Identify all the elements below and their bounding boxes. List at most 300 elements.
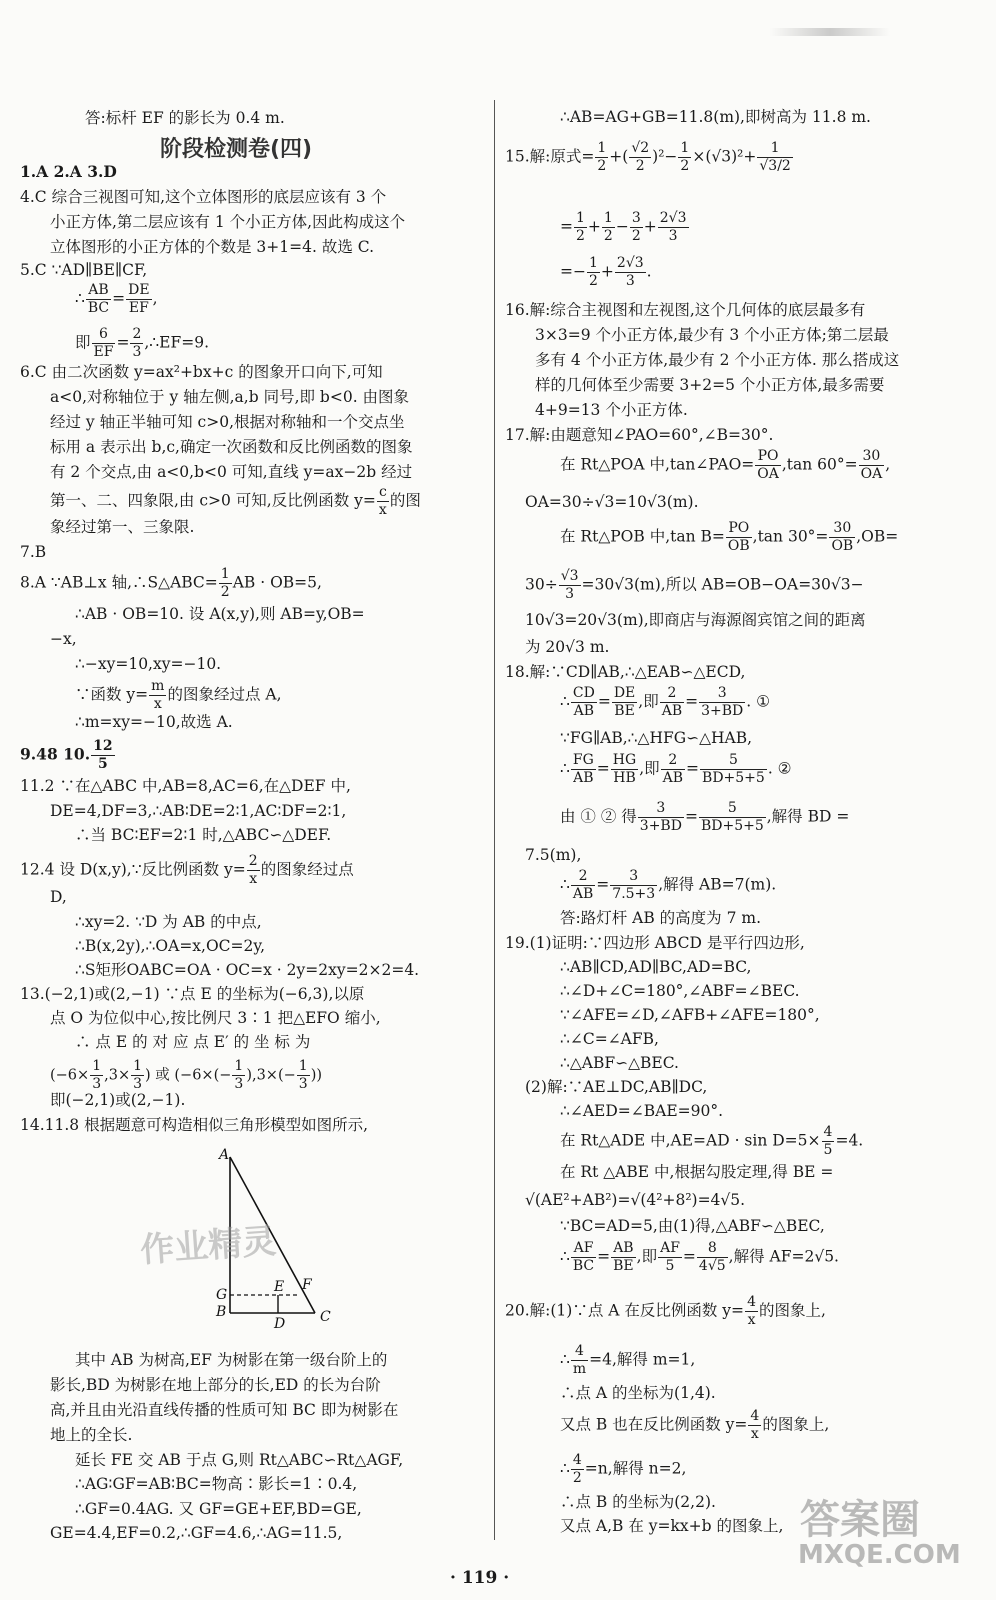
numerator: 4 [571,1343,588,1361]
q13-line2: 点 O 为位似中心,按比例尺 3∶1 把△EFO 缩小, [50,1009,381,1027]
q6-line5: 有 2 个交点,由 a<0,b<0 可知,直线 y=ax−2b 经过 [50,463,413,481]
q19-line6: ∴△ABF∽△BEC. [560,1054,679,1072]
text: 9.48 10. [20,744,91,764]
q20-line4 [560,1408,829,1443]
denominator: 4√5 [698,1258,726,1274]
text: = [682,1247,696,1266]
q16-line2: 3×3=9 个小正方体,最少有 3 个小正方体;第二层最 [535,326,889,344]
text: + [600,262,614,281]
q8-line4: ∴−xy=10,xy=−10. [75,655,222,673]
q5-result [75,326,209,361]
denominator: BD+5+5 [700,818,764,834]
fraction [92,326,116,361]
numerator: DE [128,282,150,298]
fraction [611,1240,636,1275]
point-label: F [302,1277,312,1293]
point-label: C [320,1309,331,1325]
q8-line2: ∴AB · OB=10. 设 A(x,y),则 AB=y,OB= [75,605,365,623]
text: 第一、二、四象限,由 c>0 可知,反比例函数 y= [50,491,376,510]
fraction [91,738,114,773]
fraction [559,568,581,603]
numerator: √3 [560,568,579,584]
q18-answer: 答:路灯杆 AB 的高度为 7 m. [560,909,762,927]
q18-line4 [560,752,792,787]
fraction [755,448,781,483]
fraction [699,685,745,720]
point-label: E [274,1279,285,1295]
fraction [629,140,651,175]
denominator: 3+BD [701,703,744,719]
denominator: 3 [625,273,635,289]
q15-line3 [560,255,652,290]
text: 20.解:(1)∵点 A 在反比例函数 y= [505,1301,745,1320]
q19-line9 [560,1124,863,1159]
q19-line5: ∴∠C=∠AFB, [560,1030,659,1048]
q8-line5 [75,678,282,713]
denominator: BC [87,300,110,316]
fraction [219,566,232,601]
fraction [829,520,855,555]
q6-line7: 象经过第一、三象限. [50,518,195,536]
denominator: EF [128,300,149,316]
fraction [595,140,608,175]
text: ,OB= [856,527,899,546]
q11-line1: 11.2 ∵在△ABC 中,AB=8,AC=6,在△DEF 中, [20,777,351,795]
text: ,tan 30°= [752,527,829,546]
q5-ratio [75,282,158,317]
q14-line9: GE=4.4,EF=0.2,∴GF=4.6,∴AG=11.5, [50,1524,343,1542]
denominator: 2 [680,158,690,174]
numerator: 2 [660,685,684,703]
point-label: D [274,1316,286,1330]
watermark-center: 作业精灵 [139,1221,278,1271]
text: ∴ [75,289,85,308]
text: =− [560,262,586,281]
text: = [112,289,126,308]
fraction [612,685,637,720]
q8-line6: ∴m=xy=−10,故选 A. [75,713,233,731]
text: ∴ [560,692,570,711]
denominator: 3 [668,228,678,244]
fraction [726,520,752,555]
numerator: 4 [572,1452,582,1468]
denominator: OA [757,466,779,482]
fraction [748,1408,761,1443]
text: )) [310,1067,323,1084]
denominator: BC [572,1258,595,1274]
q20-line3: ∴点 A 的坐标为(1,4). [560,1384,716,1402]
fraction [602,210,615,245]
numerator: 2 [571,868,595,886]
numerator: 3 [699,685,745,703]
text: ,tan 60°= [781,455,858,474]
q19-line11: √(AE²+AB²)=√(4²+8²)=4√5. [525,1191,746,1209]
text: ∴ [560,759,570,778]
denominator: 2 [220,584,230,600]
denominator: 3+BD [639,818,682,834]
fraction [615,255,646,290]
fraction [131,1058,144,1093]
q14-line5: 地上的全长. [50,1426,133,1444]
text: ,解得 AB=7(m). [658,875,777,894]
q14-line8: ∴GF=0.4AG. 又 GF=GE+EF,BD=GE, [75,1500,362,1518]
text: = [596,759,610,778]
text: =4,解得 m=1, [589,1350,696,1369]
numerator: 8 [697,1240,728,1258]
fraction [610,868,657,903]
denominator: 3 [92,1076,102,1092]
q12-line2: D, [50,888,67,906]
q7: 7.B [20,543,47,561]
fraction [822,1124,835,1159]
numerator: 3 [631,210,641,226]
denominator: 3 [298,1076,308,1092]
numerator: 6 [92,326,116,344]
text: . ② [767,759,792,778]
q5-line1: 5.C ∵AD∥BE∥CF, [20,261,148,279]
denominator: m [572,1361,587,1377]
text: =30√3(m),所以 AB=OB−OA=30√3− [581,575,864,594]
q4-line1: 4.C 综合三视图可知,这个立体图形的底层应该有 3 个 [20,188,387,206]
q16-line1: 16.解:综合主视图和左视图,这个几何体的底层最多有 [505,301,866,319]
q8-line3: −x, [50,630,77,648]
q13-line3: ∴ 点 E 的 对 应 点 E′ 的 坐 标 为 [75,1033,311,1051]
denominator: x [153,696,162,712]
q13-line1: 13.(−2,1)或(2,−1) ∵点 E 的坐标为(−6,3),以原 [20,985,365,1003]
numerator: AB [86,282,111,300]
q18-line6: 7.5(m), [525,846,582,864]
text: = [560,217,573,236]
q12-line5: ∴S矩形OABC=OA · OC=x · 2y=2xy=2×2=4. [75,961,420,979]
q14-line2: 其中 AB 为树高,EF 为树影在第一级台阶上的 [75,1351,388,1369]
text: + [643,217,657,236]
numerator: 1 [597,140,607,156]
numerator: 2 [248,853,258,869]
text: + [587,217,601,236]
numerator: 30 [829,520,855,538]
fraction [571,752,596,787]
q14-line6: 延长 FE 交 AB 于点 G,则 Rt△ABC∽Rt△AGF, [75,1451,404,1469]
denominator: HB [613,770,636,786]
numerator: 2√3 [616,255,644,271]
denominator: x [378,502,387,518]
fraction [247,853,260,888]
q11-line3: ∴当 BC∶EF=2∶1 时,△ABC∽△DEF. [75,826,332,844]
fraction [859,448,885,483]
page-number: · 119 · [450,1568,510,1588]
q12-line1 [20,853,354,888]
denominator: √3/2 [759,158,791,174]
denominator: 2 [603,228,613,244]
text: ,即 [638,692,659,711]
fraction [757,140,792,175]
text: ∴ [560,1350,570,1369]
fraction [232,1058,245,1093]
fraction [574,210,587,245]
fraction [678,140,691,175]
numerator: 3 [638,800,684,818]
text: 15.解:原式= [505,147,595,166]
numerator: PO [755,448,781,466]
text: = [116,333,130,352]
denominator: EF [93,344,114,360]
denominator: 2 [631,228,641,244]
q19-line10: 在 Rt △ABE 中,根据勾股定理,得 BE = [560,1163,834,1181]
point-label: A [219,1147,230,1163]
q13-line4 [50,1058,322,1093]
denominator: 2 [576,228,585,244]
denominator: 3 [133,1076,143,1092]
q16-line4: 样的几何体至少需要 3+2=5 个小正方体,最多需要 [535,376,885,394]
fraction [699,800,766,835]
q16-line3: 多有 4 个小正方体,最少有 2 个小正方体. 那么搭成这 [535,351,900,369]
text: (−6× [50,1067,90,1084]
text: ∵函数 y= [75,685,149,704]
numerator: 3 [610,868,657,886]
text: AB · OB=5, [232,573,322,592]
q14-line4: 高,并且由光沿直线传播的性质可知 BC 即为树影在 [50,1401,399,1419]
numerator: 2√3 [659,210,687,226]
numerator: CD [572,685,595,701]
numerator: 1 [576,210,585,226]
text: = [685,692,699,711]
fraction [571,685,597,720]
numerator: PO [726,520,752,538]
denominator: 3 [234,1076,244,1092]
q19-line8: ∴∠AED=∠BAE=90°. [560,1102,724,1120]
denominator: 2 [572,1470,582,1486]
q6-line6 [50,484,421,519]
q14-conclusion: ∴AB=AG+GB=11.8(m),即树高为 11.8 m. [560,108,871,126]
q14-line7: ∴AG∶GF=AB∶BC=物高∶影长=1∶0.4, [75,1475,358,1493]
numerator: 1 [298,1058,308,1074]
fraction [660,685,684,720]
denominator: OB [831,538,854,554]
numerator: 1 [757,140,792,158]
text: = [596,875,610,894]
denominator: 7.5+3 [612,886,656,902]
text: ×(√3)²+ [692,147,757,166]
fraction [126,282,151,317]
numerator: HG [612,752,637,768]
fraction [130,326,143,361]
denominator: 5 [823,1142,833,1158]
text: ,∴EF=9. [144,333,210,352]
text: 的图象经过点 [260,860,354,879]
numerator: 30 [859,448,885,466]
text: ,即 [636,1247,658,1266]
q14-line1: 14.11.8 根据题意可构造相似三角形模型如图所示, [20,1116,369,1134]
text: 由 ① ② 得 [560,807,637,826]
q11-line2: DE=4,DF=3,∴AB∶DE=2∶1,AC∶DF=2∶1, [50,802,347,820]
fraction [377,484,389,519]
text: 即 [75,333,91,352]
denominator: x [750,1426,759,1442]
numerator: 1 [680,140,690,156]
watermark-site: MXQE.COM [798,1540,961,1570]
scan-smudge [770,28,890,36]
text: . ① [746,692,771,711]
denominator: 2 [635,158,645,174]
numerator: FG [572,752,594,768]
text: )²− [652,147,678,166]
q19-line12: ∵BC=AD=5,由(1)得,△ABF∽△BEC, [560,1217,825,1235]
q4-line2: 小正方体,第二层应该有 1 个小正方体,因此构成这个 [50,213,406,231]
text: ∴ [560,1459,570,1478]
text: 的图象上, [762,1415,830,1434]
text: 的图象上, [758,1301,826,1320]
q18-line2 [560,685,770,720]
text: = [597,692,611,711]
numerator: 4 [823,1124,833,1140]
numerator: 1 [603,210,613,226]
text: − [615,217,629,236]
numerator: 1 [588,255,598,271]
q17-line4 [560,520,898,555]
q17-line2 [560,448,890,483]
q19-line4: ∵∠AFE=∠D,∠AFB+∠AFE=180°, [560,1006,820,1024]
numerator: 5 [700,752,767,770]
answer-line: 答:标杆 EF 的影长为 0.4 m. [85,109,285,127]
fraction [630,210,643,245]
q6-line1: 6.C 由二次函数 y=ax²+bx+c 的图象开口向下,可知 [20,363,383,381]
fraction [90,1058,103,1093]
denominator: BE [614,703,635,719]
denominator: AB [662,770,684,786]
q14-line3: 影长,BD 为树影在地上部分的长,ED 的长为台阶 [50,1376,381,1394]
text: 在 Rt△POB 中,tan B= [560,527,725,546]
text: , [885,455,891,474]
answers-9-10 [20,738,116,773]
fraction [571,1240,596,1275]
text: 8.A ∵AB⊥x 轴,∴S△ABC= [20,573,218,592]
denominator: 2 [588,273,598,289]
q13-line5: 即(−2,1)或(2,−1). [50,1091,186,1109]
numerator: m [151,678,165,694]
q15-line2 [560,210,690,245]
q12-line4: ∴B(x,2y),∴OA=x,OC=2y, [75,937,266,955]
text: , [152,289,158,308]
denominator: x [747,1312,756,1328]
denominator: BE [613,1258,634,1274]
fraction [658,1240,682,1275]
q17-line3: OA=30÷√3=10√3(m). [525,493,699,511]
q17-line5 [525,568,864,603]
q6-line4: 标用 a 表示出 b,c,确定一次函数和反比例函数的图象 [50,438,413,456]
fraction [297,1058,310,1093]
numerator: 4 [750,1408,760,1424]
text: . [646,262,652,281]
fraction [697,1240,728,1275]
text: = [684,807,698,826]
q12-line3: ∴xy=2. ∵D 为 AB 的中点, [75,913,262,931]
text: ∴ [560,1247,570,1266]
numerator: DE [613,685,636,701]
fraction [638,800,684,835]
section-title: 阶段检测卷(四) [160,137,313,162]
text: ,即 [639,759,660,778]
text: 的图 [389,491,421,510]
fraction [661,752,685,787]
numerator: AF [571,1240,596,1258]
numerator: 2 [661,752,685,770]
denominator: OA [860,466,883,482]
numerator: 4 [747,1294,756,1310]
denominator: 5 [97,756,108,772]
q8-line1 [20,566,322,601]
denominator: 3 [132,344,142,360]
text: 12.4 设 D(x,y),∵反比例函数 y= [20,860,246,879]
denominator: OB [727,538,750,554]
denominator: AB [572,886,594,902]
fraction [587,255,600,290]
q15-line1 [505,140,794,175]
text: +( [609,147,629,166]
fraction [571,1343,588,1378]
q20-line2 [560,1343,695,1378]
q19-line13 [560,1240,839,1275]
point-label: B [216,1304,227,1320]
answers-1-3: 1.A 2.A 3.D [20,162,117,181]
text: = [597,1247,611,1266]
q17-line1: 17.解:由题意知∠PAO=60°,∠B=30°. [505,426,774,444]
fraction [700,752,767,787]
numerator: 1 [133,1058,143,1074]
q17-line7: 为 20√3 m. [525,638,610,656]
numerator: 5 [699,800,766,818]
q19-line3: ∴∠D+∠C=180°,∠ABF=∠BEC. [560,982,800,1000]
fraction [658,210,689,245]
denominator: 2 [597,158,607,174]
numerator: 2 [132,326,142,342]
q19-line7: (2)解:∵AE⊥DC,AB∥DC, [525,1078,708,1096]
text: = [686,759,700,778]
denominator: 5 [665,1258,675,1274]
text: 又点 B 也在反比例函数 y= [560,1415,748,1434]
text: ) 或 (−6×(− [145,1067,232,1084]
fraction [149,678,166,713]
q18-line7 [560,868,776,903]
q19-line1: 19.(1)证明:∵四边形 ABCD 是平行四边形, [505,934,805,952]
numerator: AB [611,1240,636,1258]
denominator: AB [661,703,683,719]
denominator: AB [573,770,594,786]
fraction [571,868,595,903]
denominator: x [249,871,258,887]
q18-line5 [560,800,849,835]
q16-line5: 4+9=13 个小正方体. [535,401,688,419]
fraction [745,1294,758,1329]
text: ∴ [560,875,570,894]
denominator: BD+5+5 [702,770,765,786]
text: ,解得 BD = [766,807,850,826]
q18-line1: 18.解:∵CD∥AB,∴△EAB∽△ECD, [505,663,746,681]
q6-line3: 经过 y 轴正半轴可知 c>0,根据对称轴和一个交点坐 [50,413,405,431]
q19-line2: ∴AB∥CD,AD∥BC,AD=BC, [560,958,752,976]
numerator: c [377,484,389,502]
watermark-bottom: 答案圈 [800,1497,920,1543]
fraction [611,752,638,787]
fraction [86,282,111,317]
numerator: AF [660,1240,680,1256]
numerator: 1 [92,1058,102,1074]
q4-line3: 立体图形的小正方体的个数是 3+1=4. 故选 C. [50,238,375,256]
text: ,3× [104,1067,131,1084]
numerator: 1 [220,566,230,582]
text: 的图象经过点 A, [167,685,282,704]
q20-line1 [505,1294,826,1329]
numerator: 12 [93,738,113,754]
